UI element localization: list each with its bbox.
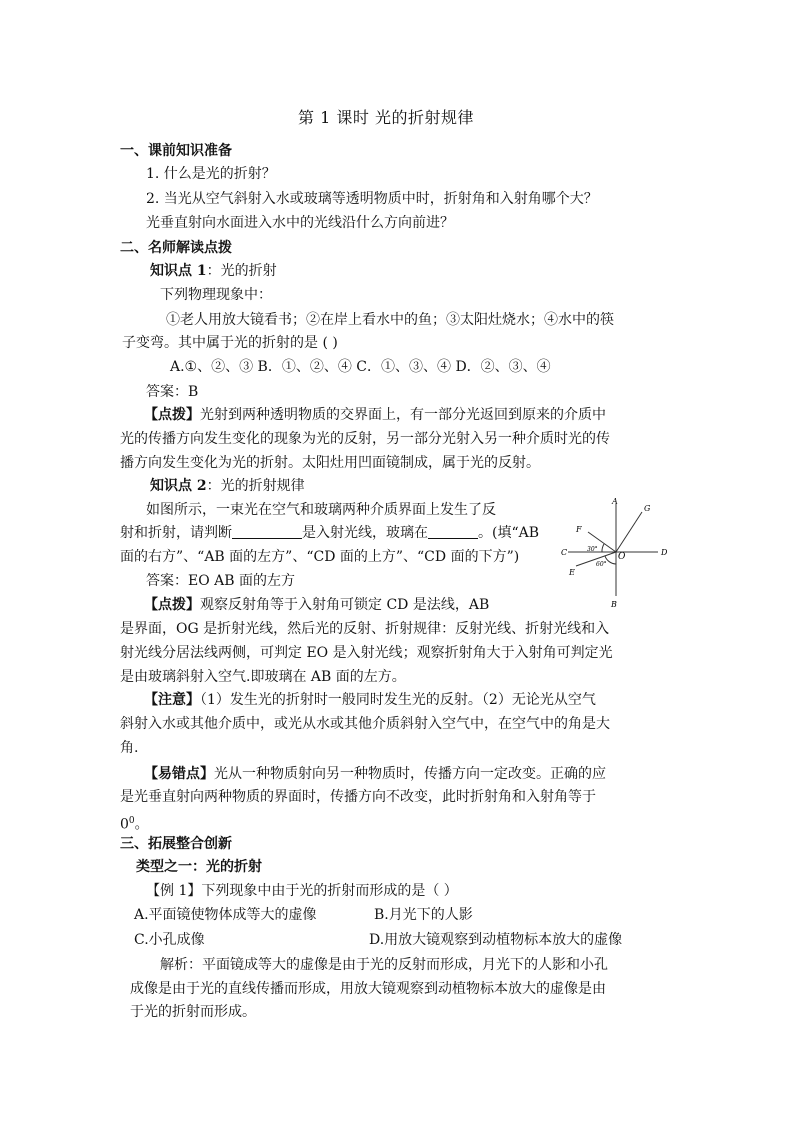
kp2-stem-line-1: 如图所示，一束光在空气和玻璃两种介质界面上发生了反 [146, 502, 496, 518]
kp2-tip-line-3: 射光线分居法线两侧，可判定 EO 是入射光线；观察折射角大于入射角可判定光 [120, 645, 613, 661]
page-title: 第 1 课时 光的折射规律 [298, 108, 474, 127]
label-a: A [612, 497, 618, 506]
kp2-note-line-3: 角. [120, 740, 139, 756]
section-1-heading: 一、课前知识准备 [120, 143, 232, 159]
kp2-note-line-2: 斜射入水或其他介质中，或光从水或其他介质斜射入空气中，在空气中的角是大 [120, 716, 610, 732]
label-e: E [569, 568, 575, 577]
option-b: B.月光下的人影 [374, 907, 473, 923]
kp1-tip-line-3: 播方向发生变化为光的折射。太阳灶用凹面镜制成，属于光的反射。 [120, 455, 540, 471]
zero-value: 0 [120, 816, 129, 833]
kp2-error-line-1 [144, 764, 606, 784]
kp2-stem-line-2 [120, 523, 539, 543]
example-1-label: 【例 1】 [146, 883, 202, 899]
kp1-tip-text: 光射到两种透明物质的交界面上，有一部分光返回到原来的介质中 [200, 407, 606, 423]
angle-label-30: 30° [587, 546, 598, 553]
question-3: 光垂直射向水面进入水中的光线沿什么方向前进？ [146, 215, 454, 231]
kp2-stem-part-2: 是入射光线，玻璃在 [302, 525, 428, 541]
kp1-answer: 答案：B [146, 384, 199, 400]
option-d: D.用放大镜观察到动植物标本放大的虚像 [369, 932, 623, 948]
kp1-stem-line-2: 子变弯。其中属于光的折射的是 ( ) [122, 335, 338, 351]
example-1-stem [146, 881, 458, 901]
kp2-error-line-2: 是光垂直射向两种物质的界面时，传播方向不改变，此时折射角和入射角等于 [120, 789, 596, 805]
kp2-stem-line-3: 面的右方”、“AB 面的左方”、“CD 面的上方”、“CD 面的下方”) [120, 549, 520, 565]
period: 。 [134, 816, 149, 833]
kp2-answer: 答案：EO AB 面的左方 [146, 573, 295, 589]
kp2-error-line-3 [120, 811, 149, 835]
label-b: B [611, 600, 617, 609]
label-d: D [661, 548, 668, 557]
answer-blank-2 [428, 524, 478, 539]
label-g: G [644, 504, 651, 513]
angle-arc-30 [602, 544, 604, 552]
knowledge-point-1-name: ：光的折射 [206, 263, 277, 279]
analysis-line-1: 解析：平面镜成等大的虚像是由于光的反射而形成，月光下的人影和小孔 [160, 957, 608, 973]
kp2-tip-text: 观察反射角等于入射角可锁定 CD 是法线，AB [200, 597, 490, 613]
analysis-line-2: 成像是由于光的直线传播而形成，用放大镜观察到动植物标本放大的虚像是由 [130, 981, 606, 997]
kp2-note-line-1 [144, 690, 596, 710]
line-og [616, 512, 642, 552]
kp1-tip-label: 【点拨】 [144, 407, 200, 423]
kp1-tip-line-2: 光的传播方向发生变化的现象为光的反射，另一部分光射入另一种介质时光的传 [120, 431, 610, 447]
degree-superscript: 0 [128, 816, 135, 826]
type-1-heading: 类型之一：光的折射 [136, 859, 262, 875]
kp2-stem-part-3: 。(填“AB [478, 525, 540, 541]
kp1-options: A.①、②、③ B．①、②、④ C．①、③、④ D．②、③、④ [170, 359, 551, 375]
label-o: O [618, 552, 626, 562]
answer-blank-1 [232, 524, 302, 539]
knowledge-point-1-title [150, 261, 277, 281]
section-3-heading: 三、拓展整合创新 [120, 836, 232, 852]
label-f: F [576, 525, 582, 534]
example-1-text: 下列现象中由于光的折射而形成的是（ ） [201, 883, 458, 899]
knowledge-point-2-name: ：光的折射规律 [206, 478, 305, 494]
kp2-tip-line-1 [144, 595, 489, 615]
kp2-tip-line-4: 是由玻璃斜射入空气.即玻璃在 AB 面的左方。 [120, 669, 406, 685]
knowledge-point-2-title [150, 476, 305, 496]
kp2-note-label: 【注意】 [144, 692, 200, 708]
refraction-diagram [558, 494, 678, 614]
kp2-tip-label: 【点拨】 [144, 597, 200, 613]
analysis-line-3: 于光的折射而形成。 [130, 1004, 256, 1020]
label-c: C [561, 548, 568, 557]
knowledge-point-2-label: 知识点 2 [150, 478, 207, 494]
kp2-error-text: 光从一种物质射向另一种物质时，传播方向一定改变。正确的应 [214, 766, 606, 782]
knowledge-point-1-label: 知识点 1 [150, 263, 207, 279]
option-a: A.平面镜使物体成等大的虚像 [134, 907, 317, 923]
kp2-tip-line-2: 是界面，OG 是折射光线，然后光的反射、折射规律：反射光线、折射光线和入 [120, 621, 610, 637]
option-c: C.小孔成像 [134, 932, 205, 948]
angle-label-60: 60° [596, 561, 607, 568]
kp1-intro: 下列物理现象中： [160, 287, 272, 303]
kp1-stem-line-1: ①老人用放大镜看书；②在岸上看水中的鱼；③太阳灶烧水；④水中的筷 [166, 312, 614, 328]
question-2: 2. 当光从空气斜射入水或玻璃等透明物质中时，折射角和入射角哪个大？ [146, 191, 598, 207]
section-2-heading: 二、名师解读点拨 [120, 240, 232, 256]
kp2-stem-part-1: 射和折射，请判断 [120, 525, 232, 541]
angle-arc-60 [605, 556, 616, 564]
question-1: 1. 什么是光的折射？ [146, 166, 276, 182]
kp1-tip-line-1 [144, 405, 606, 425]
kp2-error-label: 【易错点】 [144, 766, 214, 782]
kp2-note-text: （1）发生光的折射时一般同时发生光的反射。（2）无论光从空气 [200, 692, 596, 708]
